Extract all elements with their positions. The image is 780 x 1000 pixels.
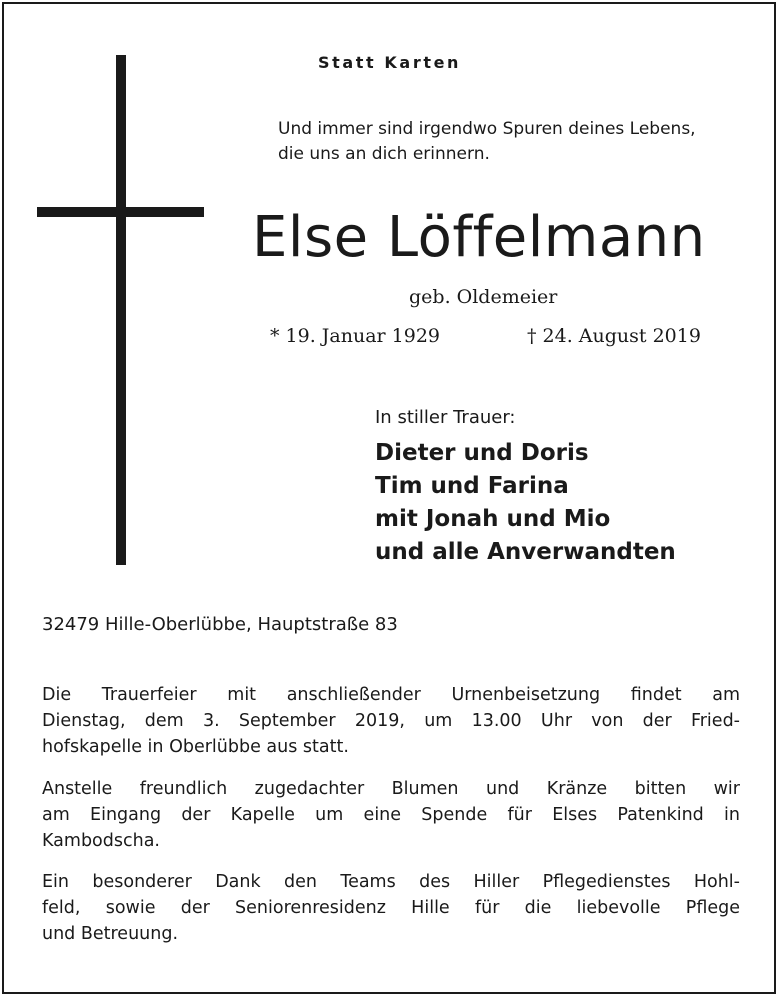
mourner-line: Dieter und Doris — [375, 440, 589, 466]
mourners-list — [375, 437, 676, 569]
motto-quote — [278, 117, 696, 167]
paragraph-line: am Eingang der Kapelle um eine Spende für Elses Patenkind in — [42, 805, 740, 825]
funeral-info-paragraph — [42, 682, 740, 760]
paragraph-line: Anstelle freundlich zugedachter Blumen und Kränze bitten wir — [42, 779, 740, 799]
paragraph-line: Kambodscha. — [42, 831, 160, 851]
motto-line: Und immer sind irgendwo Spuren deines Lebens, — [278, 119, 696, 139]
death-date: † 24. August 2019 — [527, 325, 701, 347]
paragraph-line: und Betreuung. — [42, 924, 179, 944]
paragraph-line: Ein besonderer Dank den Teams des Hiller Pflegedienstes Hohl- — [42, 872, 740, 892]
statt-karten-label: Statt Karten — [318, 53, 462, 72]
paragraph-line: Dienstag, dem 3. September 2019, um 13.00 Uhr von der Fried- — [42, 711, 740, 731]
donation-paragraph — [42, 776, 740, 854]
cross-icon-crossbar — [37, 207, 204, 217]
paragraph-line: Die Trauerfeier mit anschließender Urnenbeisetzung findet am — [42, 685, 740, 705]
mourner-line: und alle Anverwandten — [375, 539, 676, 565]
mourning-intro: In stiller Trauer: — [375, 407, 516, 428]
motto-line: die uns an dich erinnern. — [278, 144, 490, 164]
birth-date: * 19. Januar 1929 — [270, 325, 441, 347]
birth-name: geb. Oldemeier — [409, 286, 558, 308]
deceased-name: Else Löffelmann — [252, 205, 706, 270]
paragraph-line: feld, sowie der Seniorenresidenz Hille für die liebevolle Pflege — [42, 898, 740, 918]
cross-icon — [116, 55, 126, 565]
mourner-line: Tim und Farina — [375, 473, 569, 499]
address: 32479 Hille-Oberlübbe, Hauptstraße 83 — [42, 614, 398, 635]
thanks-paragraph — [42, 869, 740, 947]
mourner-line: mit Jonah und Mio — [375, 506, 611, 532]
paragraph-line: hofskapelle in Oberlübbe aus statt. — [42, 737, 349, 757]
